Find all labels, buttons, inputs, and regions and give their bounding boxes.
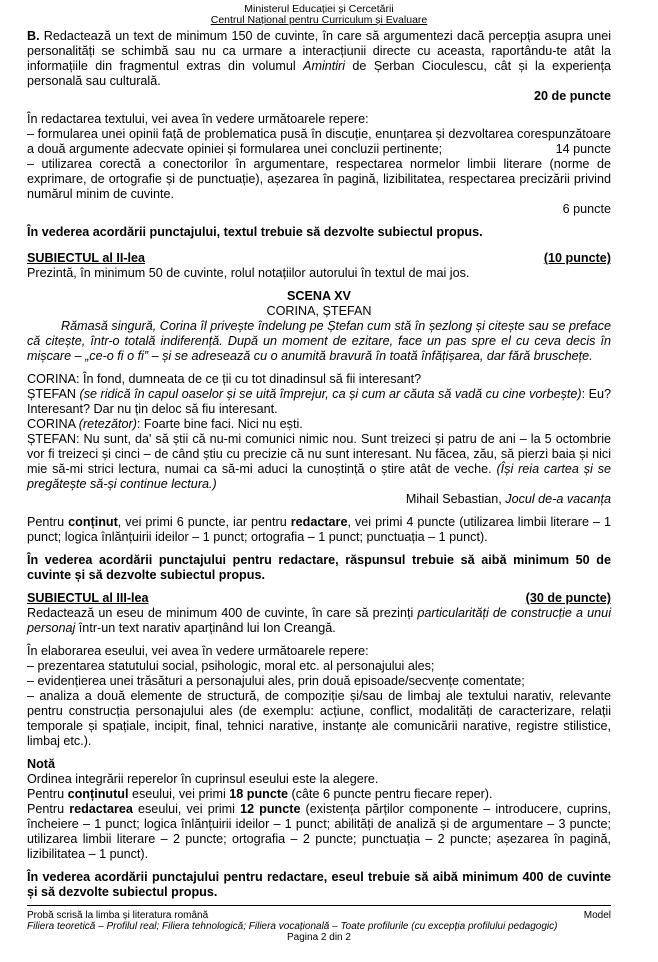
section-2-task: Prezintă, în minimum 50 de cuvinte, rolul notațiilor autorului în textul de mai jos. xyxy=(27,266,470,280)
section-3-points: (30 de puncte) xyxy=(525,591,611,605)
dialogue-line-2: ȘTEFAN (se ridică în capul oaselor și se uită împrejur, ca și cum ar căuta să vadă cu cine vorbește): Eu? Interesant? Dar nu țin deloc să fiu interesant. xyxy=(27,387,611,416)
section-b-reper-2: – utilizarea corectă a conectorilor în argumentare, respectarea normelor limbii literare (norme de exprimare, de ortografie și de punctuație), așezarea în pagină, lizibilitatea, respectarea precizării privind numărul minim de cuvinte. xyxy=(27,157,611,201)
section-3-reper-3: – analiza a două elemente de structură, de compoziție și/sau de limbaj ale textului narativ, relevante pentru construcția personajului ales (de exemplu: acțiune, conflict, modalități de caracterizare, relații temporale și spațiale, incipit, final, tehnici narative, instanțe ale comunicării narative, registre stilistice, limbaj etc.). xyxy=(27,689,611,748)
nota-line-1: Ordinea integrării reperelor în cuprinsul eseului este la alegere. xyxy=(27,772,379,786)
dialogue-line-3: CORINA (retezător): Foarte bine faci. Nici nu ești. xyxy=(27,417,303,431)
nota-line-2: Pentru conținutul eseului, vei primi 18 puncte (câte 6 puncte pentru fiecare reper). xyxy=(27,787,493,801)
section-b-reper-1-points: 14 puncte xyxy=(555,142,611,156)
section-2-scoring: Pentru conținut, vei primi 6 puncte, iar pentru redactare, vei primi 4 puncte (utilizarea limbii literare – 1 punct; logica înlănțuirii ideilor – 1 punct; ortografia – 1 punct; punctuația – 1 punct). xyxy=(27,515,611,544)
section-b-reper-2-points: 6 puncte xyxy=(562,202,611,216)
source-citation: Mihail Sebastian, Jocul de-a vacanța xyxy=(405,492,611,506)
section-b-note: În vederea acordării punctajului, textul trebuie să dezvolte subiectul propus. xyxy=(27,225,483,239)
footer-model-label: Model xyxy=(583,910,611,921)
section-b-label: B. xyxy=(27,29,40,43)
section-b-reper-1: – formularea unei opinii față de problematica pusă în discuție, enunțarea și dezvoltarea corespunzătoare a două argumente adecvate opiniei și formularea unei concluzii pertinente; 14 puncte xyxy=(27,127,611,156)
section-2-title: SUBIECTUL al II-lea xyxy=(27,251,146,265)
scene-characters: CORINA, ȘTEFAN xyxy=(266,304,372,318)
book-title: Amintiri xyxy=(303,59,346,73)
exam-page xyxy=(27,0,611,900)
section-3-title: SUBIECTUL al III-lea xyxy=(27,591,149,605)
section-3-note: În vederea acordării punctajului pentru redactare, eseul trebuie să aibă minimum 400 de cuvinte și să dezvolte subiectul propus. xyxy=(27,870,611,899)
nota-title: Notă xyxy=(27,757,55,771)
section-2 xyxy=(27,251,611,583)
stage-direction: Rămasă singură, Corina îl privește îndelung pe Ștefan cum stă în șezlong și citește sau se preface că citește, într-o totală indiferență. După un moment de ezitare, face un pas spre el cu ceva decis în mișcare – „ce-o fi o fi” – și se adresează cu o anumită bravură în toată înfățișarea, dar fără bruschețe. xyxy=(27,319,611,363)
section-b-points: 20 de puncte xyxy=(534,89,611,103)
dialogue-line-1: CORINA: În fond, dumneata de ce ții cu tot dinadinsul să fii interesant? xyxy=(27,372,422,386)
nota-line-3: Pentru redactarea eseului, vei primi 12 puncte (existența părților componente – introducere, cuprins, încheiere – 1 punct; logica înlănțuirii ideilor – 1 punct; abilități de analiză și de argumentare – 3 puncte; utilizarea limbii literare – 2 puncte; ortografia – 2 puncte; punctuația – 2 puncte; așezarea în pagină, lizibilitatea – 1 punct). xyxy=(27,802,612,861)
section-3-reper-2: – evidențierea unei trăsături a personajului ales, prin două episoade/secvențe comentate; xyxy=(27,674,525,688)
page-footer xyxy=(27,905,611,943)
ministry-name: Ministerul Educației și Cercetării xyxy=(244,3,394,15)
section-3 xyxy=(27,591,611,900)
scene-title: SCENA XV xyxy=(287,289,351,303)
section-b xyxy=(27,29,611,240)
section-2-points: (10 puncte) xyxy=(543,251,611,265)
dialogue-line-4: ȘTEFAN: Nu sunt, da' să știi că nu-mi comunici nimic nou. Sunt treizeci și patru de ani – la 5 octombrie vor fi treizeci și cinci – de când știu cu precizie că nu sunt interesant. Nu făcea, zău, să pierzi baia și nici mie să-mi strici lectura, numai ca să-mi aduci la cunoștință o știre atât de veche. (Își reia cartea și se pregătește să-și continue lectura.) xyxy=(27,432,611,491)
section-2-note: În vederea acordării punctajului pentru redactare, răspunsul trebuie să aibă minimum 50 de cuvinte și să dezvolte subiectul propus. xyxy=(27,553,611,582)
section-b-task: B. Redactează un text de minimum 150 de cuvinte, în care să argumentezi dacă percepția asupra unei personalități se schimbă sau nu ca urmare a interacțiunii directe cu aceasta, raportându-te atât la informațiile din fragmentul extras din volumul Amintiri de Șerban Cioculescu, cât și la experiența personală sau culturală. xyxy=(27,29,611,88)
section-2-heading xyxy=(27,251,611,266)
section-b-repere-intro: În redactarea textului, vei avea în vedere următoarele repere: xyxy=(27,112,369,126)
section-3-reper-1: – prezentarea statutului social, psihologic, moral etc. al personajului ales; xyxy=(27,659,435,673)
page-header xyxy=(27,4,611,26)
footer-exam-name: Probă scrisă la limba și literatura română xyxy=(27,910,209,921)
center-name: Centrul Național pentru Curriculum și Evaluare xyxy=(210,14,428,26)
section-3-heading xyxy=(27,591,611,606)
section-3-task: Redactează un eseu de minimum 400 de cuvinte, în care să prezinți particularități de construcție a unui personaj într-un text narativ aparținând lui Ion Creangă. xyxy=(27,606,611,635)
section-3-repere-intro: În elaborarea eseului, vei avea în vedere următoarele repere: xyxy=(27,644,369,658)
footer-page-number: Pagina 2 din 2 xyxy=(287,932,351,943)
footer-filiera: Filiera teoretică – Profilul real; Filiera tehnologică; Filiera vocațională – Toate profilurile (cu excepția profilului pedagogic) xyxy=(27,921,558,932)
